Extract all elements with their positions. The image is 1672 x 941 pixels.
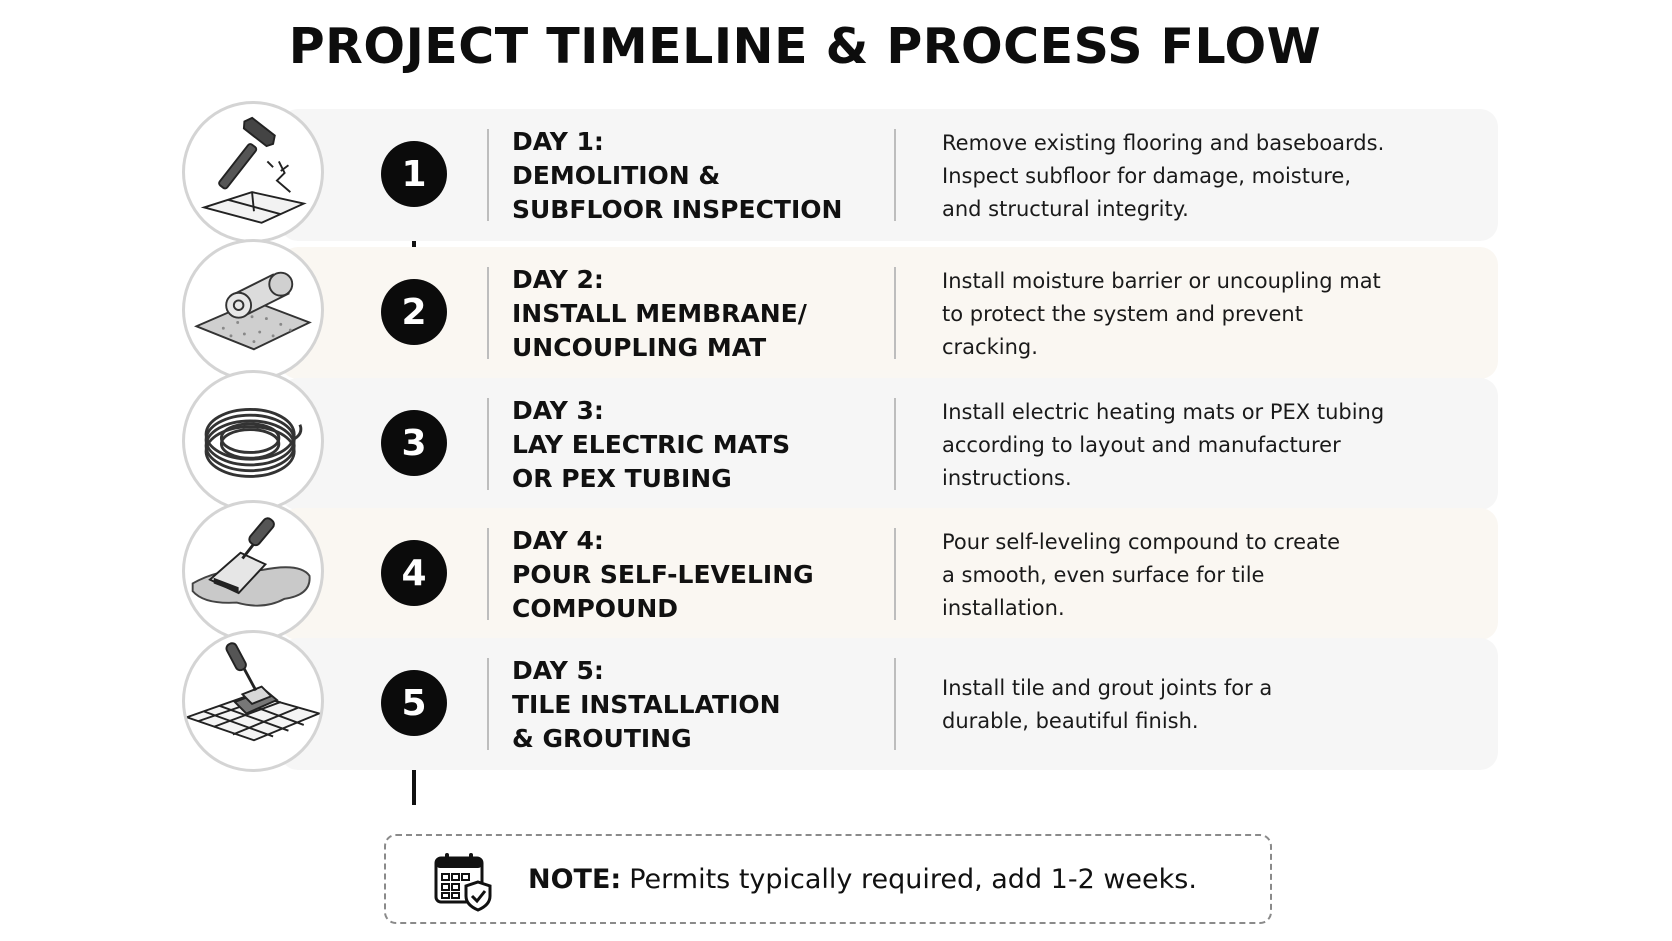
- step-day: DAY 4:: [512, 526, 604, 555]
- description-line: Pour self-leveling compound to create: [942, 530, 1341, 554]
- description-line: installation.: [942, 596, 1065, 620]
- description-line: to protect the system and prevent: [942, 302, 1303, 326]
- step-title-line: TILE INSTALLATION: [512, 690, 781, 719]
- description-line: Install electric heating mats or PEX tubing: [942, 400, 1385, 424]
- timeline-step-4: [182, 508, 1498, 640]
- step-number-badge: 5: [381, 670, 447, 736]
- note-box: [384, 834, 1272, 924]
- step-description: [942, 396, 1462, 495]
- timeline-step-1: [182, 109, 1498, 241]
- page-title: PROJECT TIMELINE & PROCESS FLOW: [288, 18, 1322, 75]
- step-title-line: LAY ELECTRIC MATS: [512, 430, 791, 459]
- step-description: [942, 127, 1462, 226]
- note-text: [528, 836, 1197, 922]
- step-heading: [512, 125, 882, 227]
- description-line: Inspect subfloor for damage, moisture,: [942, 164, 1352, 188]
- divider: [487, 528, 489, 620]
- timeline-step-3: [182, 378, 1498, 510]
- step-day: DAY 2:: [512, 265, 604, 294]
- step-title-line: SUBFLOOR INSPECTION: [512, 195, 843, 224]
- step-heading: [512, 263, 882, 365]
- description-line: according to layout and manufacturer: [942, 433, 1341, 457]
- step-title-line: UNCOUPLING MAT: [512, 333, 767, 362]
- description-line: a smooth, even surface for tile: [942, 563, 1265, 587]
- step-heading: [512, 654, 882, 756]
- step-number-badge: 3: [381, 410, 447, 476]
- step-number-badge: 4: [381, 540, 447, 606]
- timeline-step-2: [182, 247, 1498, 379]
- step-heading: [512, 524, 882, 626]
- divider: [894, 267, 896, 359]
- step-title-line: COMPOUND: [512, 594, 679, 623]
- divider: [894, 528, 896, 620]
- step-description: [942, 526, 1462, 625]
- description-line: Install tile and grout joints for a: [942, 676, 1273, 700]
- calendar-shield-icon: [432, 850, 494, 912]
- step-title-line: & GROUTING: [512, 724, 692, 753]
- step-day: DAY 5:: [512, 656, 604, 685]
- step-number-badge: 2: [381, 279, 447, 345]
- divider: [894, 658, 896, 750]
- note-message: Permits typically required, add 1-2 weeks.: [629, 863, 1197, 895]
- step-title-line: POUR SELF-LEVELING: [512, 560, 814, 589]
- timeline-step-5: [182, 638, 1498, 770]
- description-line: Remove existing flooring and baseboards.: [942, 131, 1385, 155]
- description-line: instructions.: [942, 466, 1072, 490]
- step-description: [942, 265, 1462, 364]
- divider: [487, 398, 489, 490]
- divider: [487, 267, 489, 359]
- step-day: DAY 1:: [512, 127, 604, 156]
- divider: [894, 129, 896, 221]
- step-title-line: INSTALL MEMBRANE/: [512, 299, 807, 328]
- pex-coil-icon: [182, 370, 324, 512]
- step-heading: [512, 394, 882, 496]
- step-day: DAY 3:: [512, 396, 604, 425]
- trowel-icon: [182, 500, 324, 642]
- hammer-icon: [182, 101, 324, 243]
- note-label: NOTE:: [528, 863, 622, 895]
- divider: [487, 658, 489, 750]
- description-line: Install moisture barrier or uncoupling mat: [942, 269, 1381, 293]
- description-line: durable, beautiful finish.: [942, 709, 1199, 733]
- step-title-line: OR PEX TUBING: [512, 464, 732, 493]
- grout-float-icon: [182, 630, 324, 772]
- step-description: [942, 672, 1462, 738]
- step-number-badge: 1: [381, 141, 447, 207]
- divider: [487, 129, 489, 221]
- description-line: and structural integrity.: [942, 197, 1189, 221]
- step-title-line: DEMOLITION &: [512, 161, 721, 190]
- description-line: cracking.: [942, 335, 1038, 359]
- divider: [894, 398, 896, 490]
- membrane-roll-icon: [182, 239, 324, 381]
